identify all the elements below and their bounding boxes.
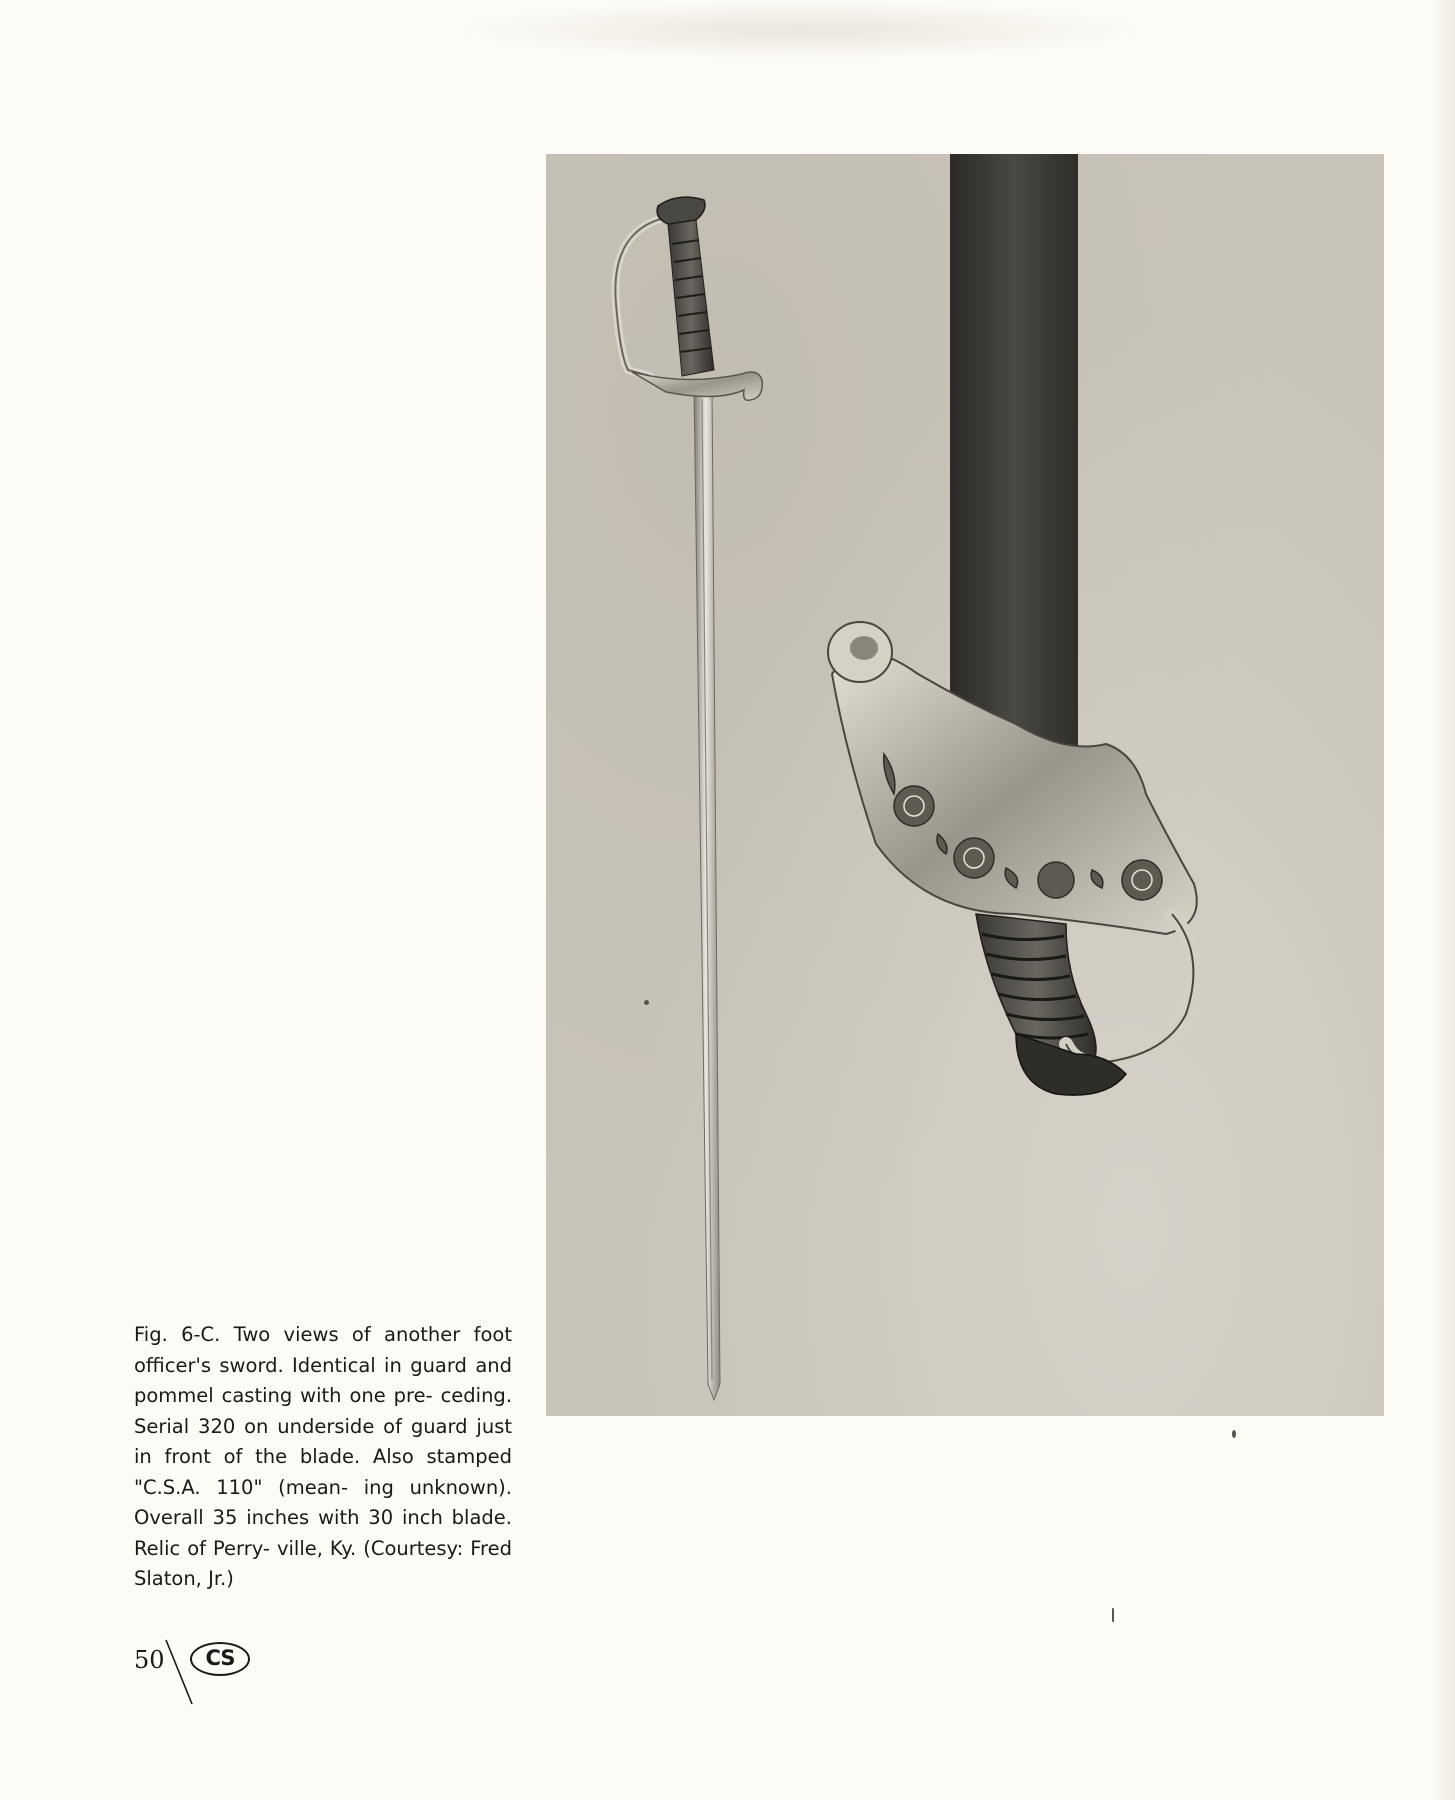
caption-line: with 30 inch blade. Relic of Perry-: [134, 1506, 512, 1560]
print-speck: [1232, 1430, 1236, 1438]
paper-edge-shadow: [1433, 0, 1455, 1800]
page-footer: [134, 1636, 314, 1706]
page-number: 50: [134, 1646, 165, 1674]
caption-line: officer's sword. Identical in guard: [134, 1353, 467, 1377]
paper-stain: [450, 0, 1150, 60]
print-speck: [644, 1000, 649, 1005]
caption-line: and pommel casting with one pre-: [134, 1353, 512, 1407]
caption-line: ville, Ky. (Courtesy: Fred Slaton, Jr.): [134, 1536, 512, 1590]
full-sword: [615, 197, 762, 1400]
cs-logo: CS: [190, 1642, 250, 1676]
caption-line: ing unknown). Overall 35 inches: [134, 1475, 512, 1529]
caption-line: ceding. Serial 320 on underside: [134, 1384, 513, 1438]
sword-photograph: [546, 154, 1384, 1416]
caption-line: Also stamped "C.S.A. 110" (mean-: [134, 1445, 512, 1499]
caption-line: Fig. 6-C. Two views of another foot: [134, 1323, 512, 1346]
figure-caption: [134, 1320, 512, 1595]
sword-illustration: [546, 154, 1384, 1416]
print-speck: [1112, 1608, 1114, 1622]
hilt-closeup: [828, 154, 1197, 1095]
caption-line: of guard just in front of the blade.: [134, 1414, 512, 1468]
